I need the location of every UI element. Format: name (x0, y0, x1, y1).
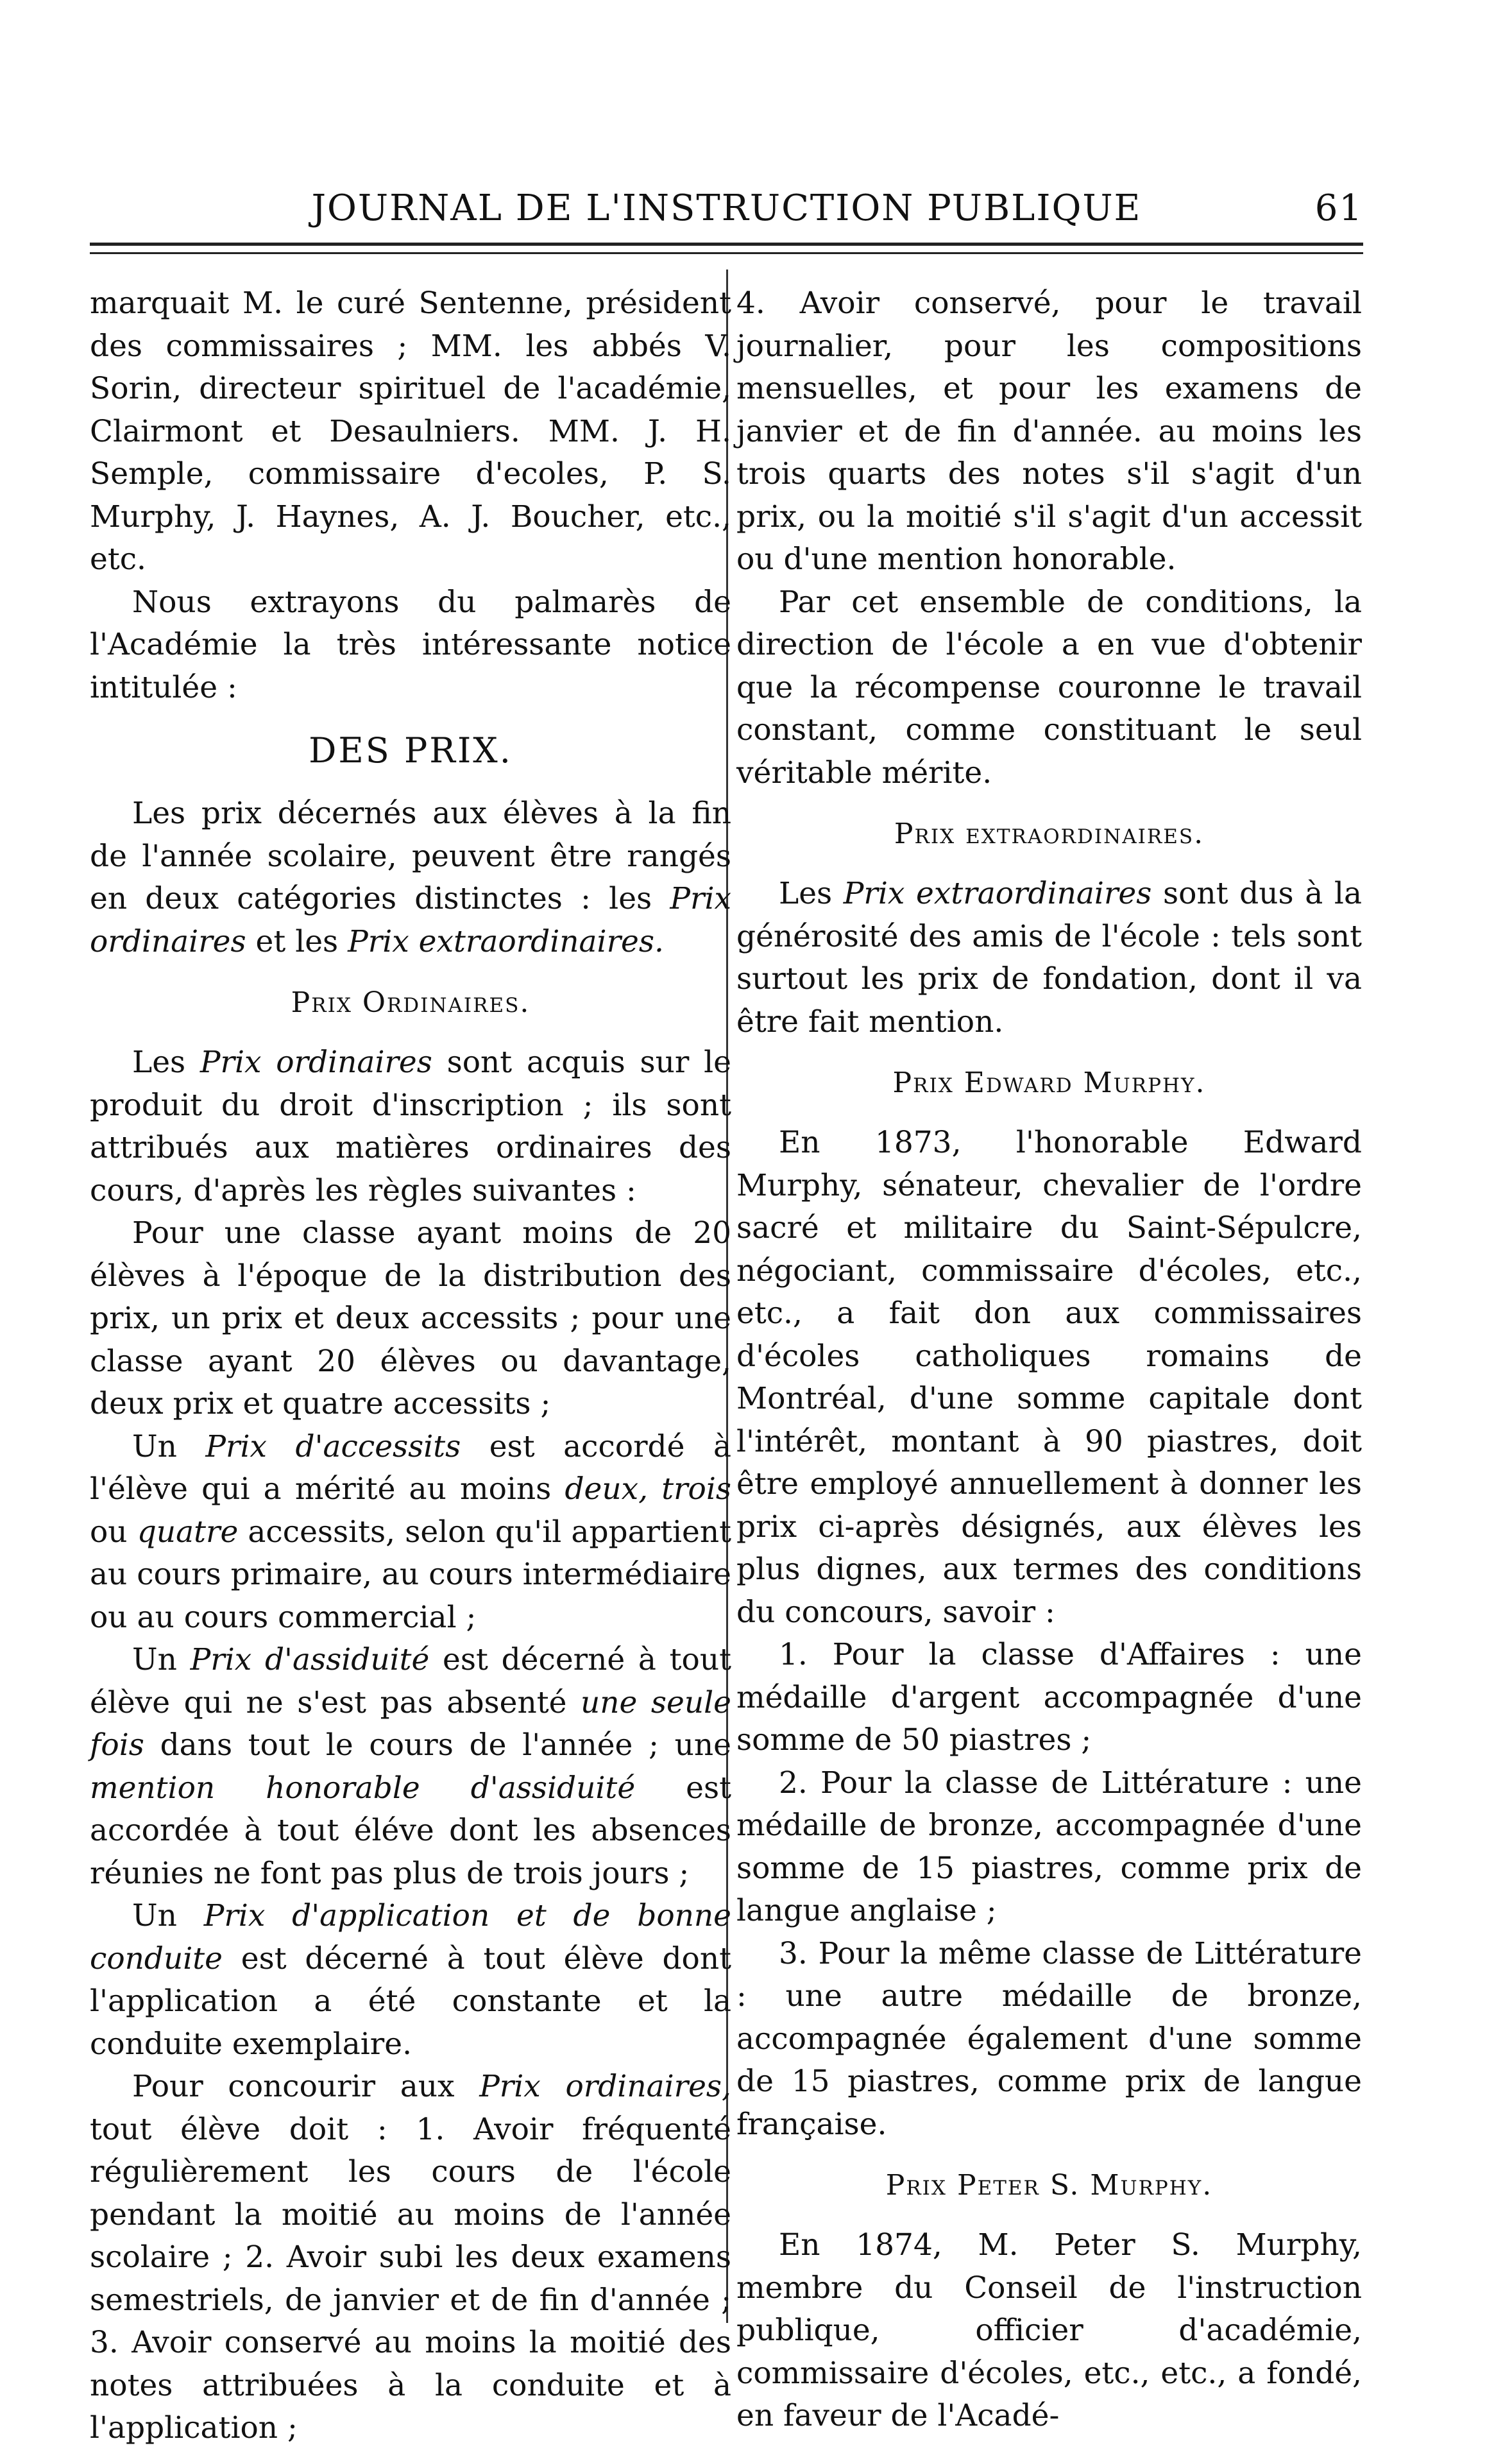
paragraph: Un Prix d'accessits est accordé à l'élève qui a mérité au moins deux, trois ou quatre accessits, selon qu'il appartient au cours primaire, au cours intermédiaire ou au cours commercial ; (90, 1428, 732, 1635)
paragraph: Les prix décernés aux élèves à la fin de l'année scolaire, peuvent être rangés en deux catégories distinctes : les Prix ordinaires et les Prix extraordinaires. (90, 796, 731, 959)
paragraph: Les Prix extraordinaires sont dus à la générosité des amis de l'école : tels sont surtout les prix de fondation, dont il va être fait mention. (736, 876, 1362, 1040)
paragraph: Les Prix ordinaires sont acquis sur le produit du droit d'inscription ; ils sont attribués aux matières ordinaires des cours, d'après les règles suivantes : (90, 1045, 731, 1208)
list-item: 2. Pour la classe de Littérature : une médaille de bronze, accompagnée d'une somme de 15 piastres, comme prix de langue anglaise ; (736, 1765, 1362, 1928)
paragraph: Par cet ensemble de conditions, la direction de l'école a en vue d'obtenir que la récompense couronne le travail constant, comme constituant le seul véritable mérite. (736, 584, 1362, 791)
paragraph: Pour concourir aux Prix ordinaires, tout élève doit : 1. Avoir fréquenté régulièrement les cours de l'école pendant la moitié au moins de l'année scolaire ; 2. Avoir subi les deux examens semestriels, de janvier et de fin d'année ; 3. Avoir conservé au moins la moitié des notes attribuées à la conduite et à l'application ; (90, 2069, 731, 2446)
left-column (90, 282, 732, 2446)
header-rule-thin (90, 252, 1363, 254)
section-heading-prix-extraordinaires: Prix extraordinaires. (894, 818, 1205, 850)
paragraph: Pour une classe ayant moins de 20 élèves à l'époque de la distribution des prix, un prix et deux accessits ; pour une classe ayant 20 élèves ou davantage, deux prix et quatre accessits ; (90, 1215, 731, 1421)
paragraph: Un Prix d'application et de bonne conduite est décerné à tout élève dont l'application a été constante et la conduite exemplaire. (90, 1898, 732, 2062)
paragraph: En 1873, l'honorable Edward Murphy, sénateur, chevalier de l'ordre sacré et militaire du Saint-Sépulcre, négociant, commissaire d'écoles, etc., etc., a fait don aux commissaires d'écoles catholiques romains de Montréal, d'une somme capitale dont l'intérêt, montant à 90 piastres, doit être employé annuellement à donner les prix ci-après désignés, aux élèves les plus dignes, aux termes des conditions du concours, savoir : (736, 1125, 1362, 1630)
header-rule (90, 243, 1363, 246)
section-heading-prix-peter-murphy: Prix Peter S. Murphy. (885, 2169, 1213, 2202)
paragraph: marquait M. le curé Sentenne, président des commissaires ; MM. les abbés V. Sorin, directeur spirituel de l'académie, Clairmont et Desaulniers. MM. J. H. Semple, commissaire d'ecoles, P. S. Murphy, J. Haynes, A. J. Boucher, etc., etc. (90, 286, 731, 577)
list-item: 3. Pour la même classe de Littérature : une autre médaille de bronze, accompagnée également d'une somme de 15 piastres, comme prix de langue française. (736, 1935, 1362, 2142)
section-heading-prix-edward-murphy: Prix Edward Murphy. (892, 1067, 1206, 1099)
paragraph: 4. Avoir conservé, pour le travail journalier, pour les compositions mensuelles, et pour les examens de janvier et de fin d'année. au moins les trois quarts des notes s'il s'agit d'un prix, ou la moitié s'il s'agit d'un accessit ou d'une mention honorable. (736, 286, 1362, 577)
paragraph: Un Prix d'assiduité est décerné à tout élève qui ne s'est pas absenté une seule fois dans tout le cours de l'année ; une mention honorable d'assiduité est accordée à tout éléve dont les absences réunies ne font pas plus de trois jours ; (90, 1642, 731, 1891)
paragraph: En 1874, M. Peter S. Murphy, membre du Conseil de l'instruction publique, officier d'académie, commissaire d'écoles, etc., etc., a fondé, en faveur de l'Acadé- (736, 2227, 1362, 2433)
section-heading-prix-ordinaires: Prix Ordinaires. (291, 986, 531, 1019)
journal-title: JOURNAL DE L'INSTRUCTION PUBLIQUE (311, 187, 1142, 229)
page-number: 61 (1314, 187, 1363, 229)
list-item: 1. Pour la classe d'Affaires : une médaille d'argent accompagnée d'une somme de 50 piastres ; (736, 1637, 1362, 1758)
paragraph: Nous extrayons du palmarès de l'Académie la très intéressante notice intitulée : (90, 584, 731, 705)
right-column (736, 282, 1362, 2433)
section-heading-des-prix: DES PRIX. (309, 730, 513, 771)
running-head (90, 187, 1363, 232)
